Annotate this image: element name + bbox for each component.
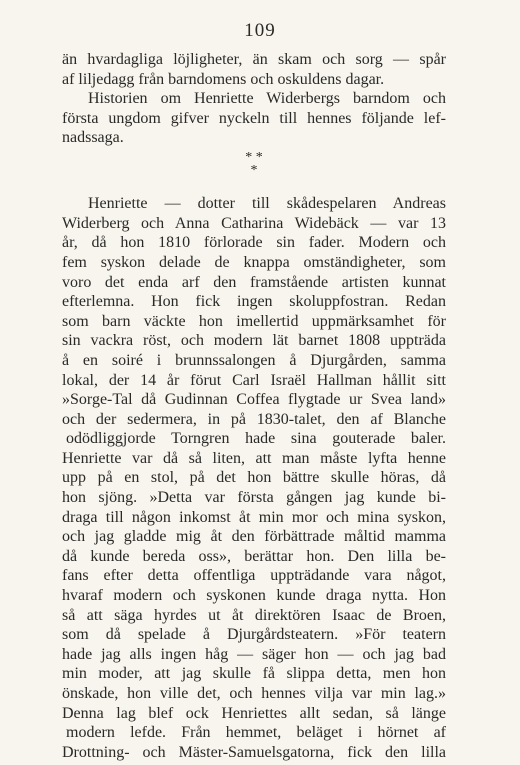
text-line: nadssaga. [62, 129, 124, 147]
text-line: efterlemna. Hon fick ingen skoluppfostran. Redan [62, 293, 446, 311]
text-line: hvaraf modern och syskonen kunde draga nytta. Hon [62, 587, 446, 605]
text-line: voro det enda arf den framstående artisten kunnat [62, 273, 446, 291]
text-line: fans efter detta offentliga uppträdande vara något, [62, 567, 446, 585]
text-line: min moder, att jag skulle få slippa detta, men hon [62, 665, 446, 683]
text-line: och jag gladde mig åt den förbättrade måltid mamma [62, 528, 446, 546]
text-line: Drottning- och Mäster-Samuelsgatorna, fick den lilla [62, 743, 446, 761]
text-line: Historien om Henriette Widerbergs barndom och [88, 90, 446, 108]
text-line: och der sedermera, in på 1830-talet, den af Blanche [62, 410, 446, 428]
text-line: än hvardagliga löjligheter, än skam och sorg — spår [62, 51, 446, 68]
text-line: Denna lag blef ock Henriettes allt sedan, så länge [62, 704, 446, 722]
text-line: så att säga hyrdes ut åt direktören Isaac de Broen, [62, 606, 446, 624]
text-line: som då spelade å Djurgårdsteatern. »För teatern [62, 626, 446, 644]
text-line: sin vackra röst, och modern lät barnet 1808 uppträda [62, 332, 446, 350]
text-line: fem syskon delade de knappa omständigheter, som [62, 253, 446, 271]
page-number: 109 [244, 20, 276, 41]
text-line: odödliggjorde Torngren hade sina gouterade baler. [66, 430, 446, 448]
text-line: önskade, hon ville det, och hennes vilja var min lag.» [62, 685, 446, 702]
text-line: af liljedagg från barndomens och oskuldens dagar. [62, 70, 385, 88]
text-line: draga till någon inkomst åt min mor och mina syskon, [62, 508, 446, 526]
asterism-top: * * [245, 149, 263, 165]
page-text [62, 50, 446, 762]
text-line: upp på en stol, på det hon bättre skulle höras, då [62, 469, 446, 487]
text-line: å en soiré i brunnssalongen å Djurgården, samma [62, 351, 446, 369]
text-line: som barn väckte hon imellertid uppmärksamhet för [62, 312, 446, 330]
text-line: Henriette var då så liten, att man måste lyfta henne [62, 449, 446, 467]
text-line: modern lefde. Från hemmet, beläget i hörnet af [66, 724, 446, 742]
text-line: hon sjöng. »Detta var första gången jag kunde bi- [62, 489, 446, 507]
text-line: hade jag alls ingen håg — säger hon — och jag bad [62, 645, 446, 663]
asterism-bottom: * [250, 162, 258, 178]
text-line: då kunde bereda oss», berättar hon. Den lilla be- [62, 547, 446, 565]
text-line: Widerberg och Anna Catharina Widebäck — var 13 [62, 214, 446, 232]
text-line: »Sorge-Tal då Gudinnan Coffea flygtade ur Svea land» [62, 391, 446, 409]
text-line: Henriette — dotter till skådespelaren Andreas [88, 195, 446, 213]
blank-line [62, 180, 446, 194]
text-line: första ungdom gifver nyckeln till hennes följande lef- [62, 109, 446, 127]
text-line: år, då hon 1810 förlorade sin fader. Modern och [62, 234, 446, 252]
text-line: lokal, der 14 år förut Carl Israël Hallman hållit sitt [62, 371, 446, 389]
